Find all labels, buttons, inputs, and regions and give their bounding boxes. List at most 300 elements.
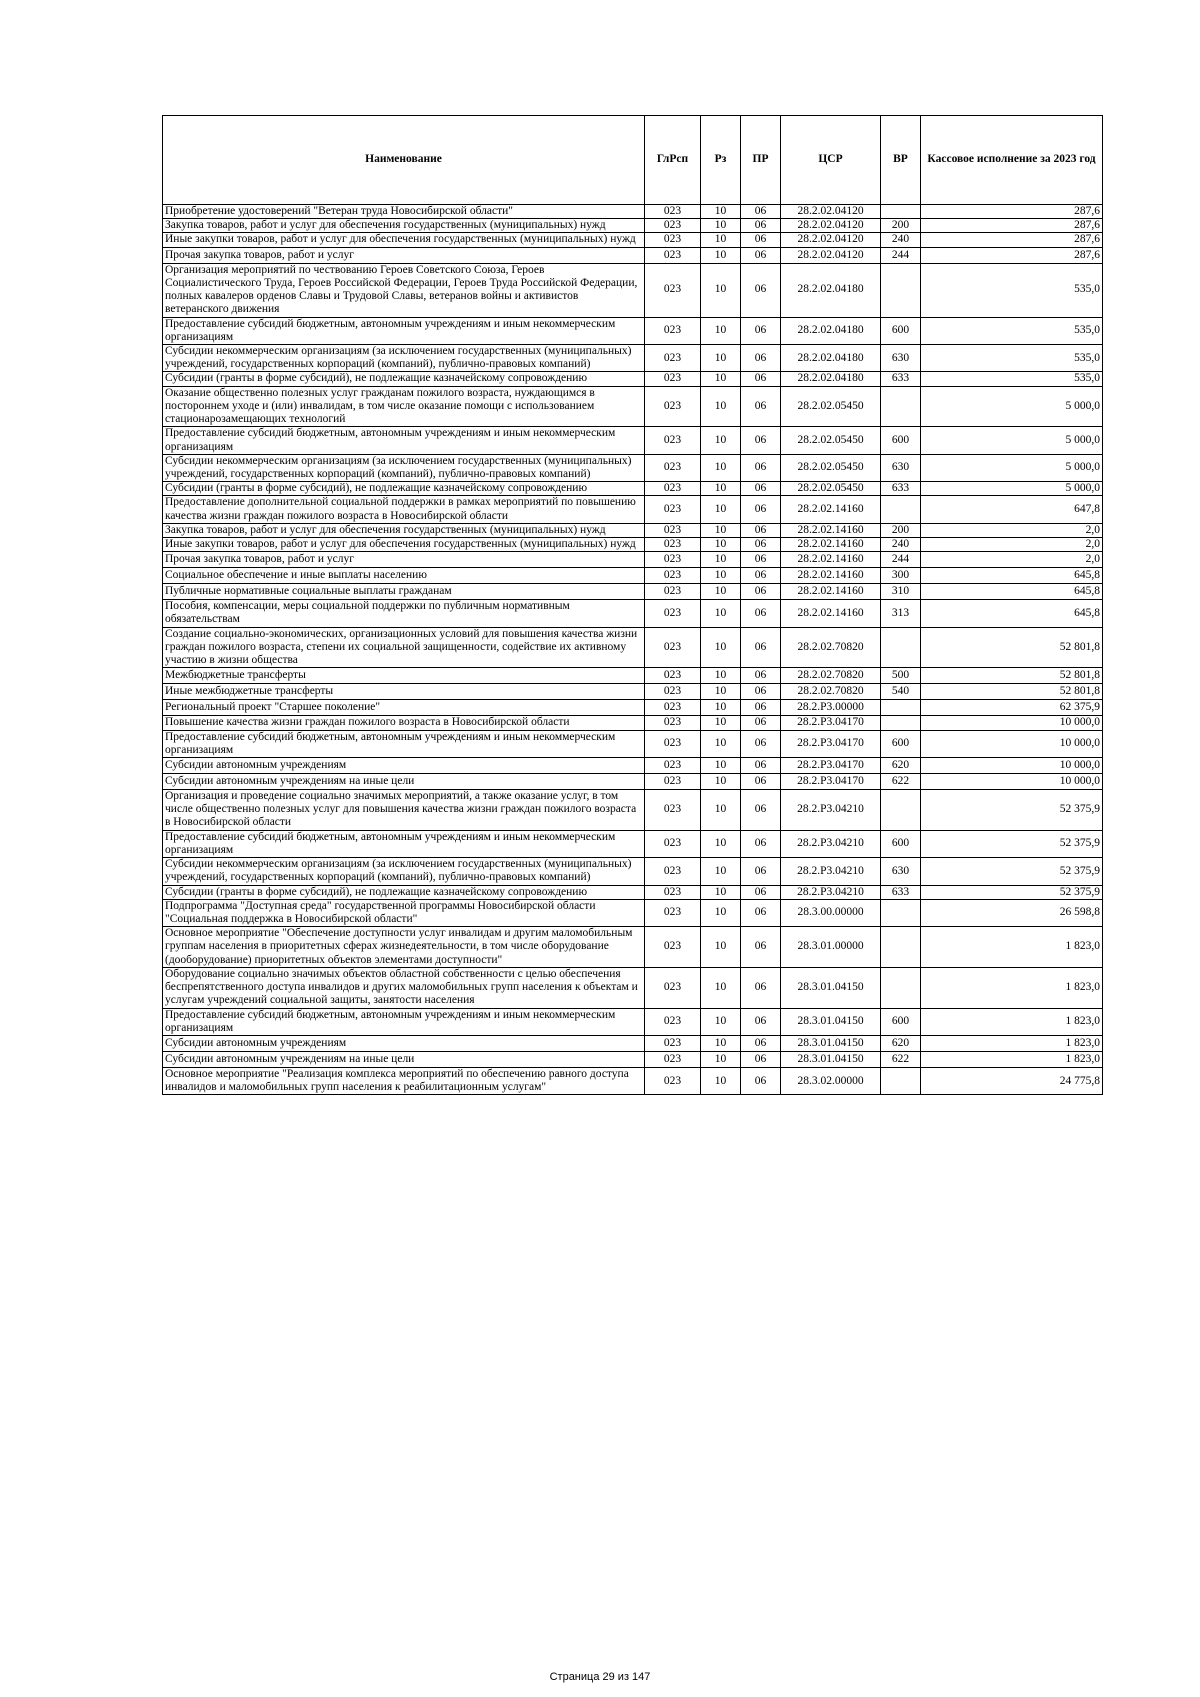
table-row: [163, 1008, 1103, 1035]
header-pr: ПР: [741, 116, 781, 205]
cell-rz: 10: [701, 219, 741, 233]
cell-amount: 287,6: [921, 219, 1103, 233]
cell-amount: 52 801,8: [921, 684, 1103, 700]
cell-rz: 10: [701, 830, 741, 857]
cell-csr: 28.2.02.14160: [781, 584, 881, 600]
cell-glrsp: 023: [645, 344, 701, 371]
table-row: [163, 496, 1103, 523]
cell-name: Субсидии автономным учреждениям: [163, 758, 645, 774]
table-row: [163, 584, 1103, 600]
cell-csr: 28.3.00.00000: [781, 899, 881, 926]
cell-name: Субсидии некоммерческим организациям (за исключением государственных (муниципальных) учреждений, государственных корпораций (компаний), публично-правовых компаний): [163, 454, 645, 481]
cell-pr: 06: [741, 1035, 781, 1051]
cell-rz: 10: [701, 1051, 741, 1067]
cell-vr: 244: [881, 247, 921, 263]
cell-amount: 647,8: [921, 496, 1103, 523]
cell-glrsp: 023: [645, 233, 701, 247]
cell-name: Предоставление субсидий бюджетным, автономным учреждениям и иным некоммерческим организациям: [163, 317, 645, 344]
cell-glrsp: 023: [645, 1008, 701, 1035]
cell-glrsp: 023: [645, 386, 701, 427]
cell-rz: 10: [701, 1067, 741, 1094]
cell-amount: 1 823,0: [921, 927, 1103, 968]
cell-vr: 540: [881, 684, 921, 700]
cell-glrsp: 023: [645, 885, 701, 899]
cell-rz: 10: [701, 496, 741, 523]
cell-pr: 06: [741, 1008, 781, 1035]
cell-amount: 645,8: [921, 568, 1103, 584]
cell-vr: 600: [881, 730, 921, 757]
cell-name: Предоставление субсидий бюджетным, автономным учреждениям и иным некоммерческим организациям: [163, 1008, 645, 1035]
cell-csr: 28.3.01.04150: [781, 1035, 881, 1051]
cell-csr: 28.2.Р3.04210: [781, 830, 881, 857]
cell-csr: 28.2.02.14160: [781, 523, 881, 537]
cell-pr: 06: [741, 858, 781, 885]
cell-name: Иные закупки товаров, работ и услуг для обеспечения государственных (муниципальных) нужд: [163, 233, 645, 247]
cell-pr: 06: [741, 317, 781, 344]
cell-pr: 06: [741, 205, 781, 219]
cell-glrsp: 023: [645, 830, 701, 857]
cell-amount: 287,6: [921, 233, 1103, 247]
cell-pr: 06: [741, 386, 781, 427]
cell-vr: 240: [881, 233, 921, 247]
cell-name: Иные межбюджетные трансферты: [163, 684, 645, 700]
cell-pr: 06: [741, 684, 781, 700]
cell-rz: 10: [701, 627, 741, 668]
cell-csr: 28.2.02.04120: [781, 205, 881, 219]
cell-csr: 28.2.Р3.04170: [781, 716, 881, 730]
cell-name: Приобретение удостоверений "Ветеран труда Новосибирской области": [163, 205, 645, 219]
cell-name: Оказание общественно полезных услуг гражданам пожилого возраста, нуждающимся в постороннем уходе и (или) инвалидам, в том числе оказание помощи с использованием стационарозамещающих технологий: [163, 386, 645, 427]
cell-glrsp: 023: [645, 899, 701, 926]
cell-vr: 300: [881, 568, 921, 584]
cell-amount: 2,0: [921, 538, 1103, 552]
cell-vr: 633: [881, 372, 921, 386]
cell-csr: 28.2.02.14160: [781, 552, 881, 568]
cell-vr: 600: [881, 317, 921, 344]
table-row: [163, 858, 1103, 885]
cell-glrsp: 023: [645, 700, 701, 716]
cell-vr: [881, 967, 921, 1008]
table-row: [163, 552, 1103, 568]
cell-amount: 5 000,0: [921, 427, 1103, 454]
cell-csr: 28.2.02.04180: [781, 263, 881, 317]
cell-rz: 10: [701, 790, 741, 831]
cell-amount: 645,8: [921, 584, 1103, 600]
cell-pr: 06: [741, 830, 781, 857]
cell-vr: 620: [881, 758, 921, 774]
cell-rz: 10: [701, 552, 741, 568]
cell-name: Субсидии (гранты в форме субсидий), не подлежащие казначейскому сопровождению: [163, 482, 645, 496]
cell-glrsp: 023: [645, 219, 701, 233]
cell-vr: 633: [881, 885, 921, 899]
cell-csr: 28.3.02.00000: [781, 1067, 881, 1094]
cell-rz: 10: [701, 885, 741, 899]
header-csr: ЦСР: [781, 116, 881, 205]
cell-vr: 622: [881, 1051, 921, 1067]
cell-amount: 2,0: [921, 552, 1103, 568]
cell-pr: 06: [741, 247, 781, 263]
cell-rz: 10: [701, 233, 741, 247]
cell-pr: 06: [741, 372, 781, 386]
cell-amount: 5 000,0: [921, 482, 1103, 496]
cell-rz: 10: [701, 1035, 741, 1051]
cell-glrsp: 023: [645, 716, 701, 730]
cell-pr: 06: [741, 790, 781, 831]
cell-rz: 10: [701, 317, 741, 344]
cell-glrsp: 023: [645, 600, 701, 627]
cell-amount: 62 375,9: [921, 700, 1103, 716]
cell-pr: 06: [741, 523, 781, 537]
table-row: [163, 317, 1103, 344]
cell-amount: 1 823,0: [921, 1035, 1103, 1051]
cell-rz: 10: [701, 758, 741, 774]
cell-vr: 310: [881, 584, 921, 600]
cell-csr: 28.2.Р3.00000: [781, 700, 881, 716]
budget-table-container: [162, 115, 1102, 1095]
cell-amount: 5 000,0: [921, 386, 1103, 427]
cell-csr: 28.2.Р3.04210: [781, 885, 881, 899]
cell-glrsp: 023: [645, 927, 701, 968]
cell-csr: 28.2.02.04180: [781, 372, 881, 386]
cell-name: Пособия, компенсации, меры социальной поддержки по публичным нормативным обязательствам: [163, 600, 645, 627]
cell-csr: 28.2.02.70820: [781, 627, 881, 668]
cell-pr: 06: [741, 668, 781, 684]
cell-glrsp: 023: [645, 454, 701, 481]
cell-rz: 10: [701, 372, 741, 386]
cell-csr: 28.2.02.70820: [781, 684, 881, 700]
cell-pr: 06: [741, 496, 781, 523]
table-row: [163, 627, 1103, 668]
cell-amount: 52 375,9: [921, 830, 1103, 857]
cell-csr: 28.3.01.04150: [781, 967, 881, 1008]
cell-rz: 10: [701, 899, 741, 926]
cell-name: Основное мероприятие "Обеспечение доступности услуг инвалидам и другим маломобильным группам населения в приоритетных сферах жизнедеятельности, в том числе оборудование (дооборудование) приоритетных объектов элементами доступности": [163, 927, 645, 968]
cell-amount: 52 375,9: [921, 858, 1103, 885]
cell-name: Социальное обеспечение и иные выплаты населению: [163, 568, 645, 584]
cell-csr: 28.2.Р3.04170: [781, 774, 881, 790]
header-vr: ВР: [881, 116, 921, 205]
cell-pr: 06: [741, 600, 781, 627]
cell-vr: 600: [881, 830, 921, 857]
cell-vr: [881, 1067, 921, 1094]
cell-rz: 10: [701, 482, 741, 496]
cell-amount: 52 375,9: [921, 790, 1103, 831]
table-row: [163, 386, 1103, 427]
cell-pr: 06: [741, 758, 781, 774]
cell-csr: 28.2.02.04180: [781, 344, 881, 371]
cell-vr: [881, 386, 921, 427]
cell-rz: 10: [701, 584, 741, 600]
cell-amount: 535,0: [921, 372, 1103, 386]
cell-glrsp: 023: [645, 317, 701, 344]
cell-vr: [881, 700, 921, 716]
cell-name: Субсидии (гранты в форме субсидий), не подлежащие казначейскому сопровождению: [163, 885, 645, 899]
cell-name: Предоставление субсидий бюджетным, автономным учреждениям и иным некоммерческим организациям: [163, 830, 645, 857]
cell-pr: 06: [741, 899, 781, 926]
cell-vr: 622: [881, 774, 921, 790]
table-row: [163, 790, 1103, 831]
cell-glrsp: 023: [645, 774, 701, 790]
cell-rz: 10: [701, 538, 741, 552]
table-row: [163, 568, 1103, 584]
cell-name: Повышение качества жизни граждан пожилого возраста в Новосибирской области: [163, 716, 645, 730]
cell-name: Закупка товаров, работ и услуг для обеспечения государственных (муниципальных) нужд: [163, 523, 645, 537]
cell-amount: 52 801,8: [921, 627, 1103, 668]
cell-amount: 10 000,0: [921, 730, 1103, 757]
table-row: [163, 600, 1103, 627]
cell-name: Региональный проект "Старшее поколение": [163, 700, 645, 716]
cell-glrsp: 023: [645, 568, 701, 584]
cell-glrsp: 023: [645, 858, 701, 885]
cell-rz: 10: [701, 668, 741, 684]
cell-pr: 06: [741, 967, 781, 1008]
cell-vr: 630: [881, 858, 921, 885]
cell-vr: 200: [881, 523, 921, 537]
cell-glrsp: 023: [645, 263, 701, 317]
cell-csr: 28.2.02.05450: [781, 386, 881, 427]
cell-pr: 06: [741, 1067, 781, 1094]
cell-glrsp: 023: [645, 758, 701, 774]
cell-csr: 28.3.01.04150: [781, 1051, 881, 1067]
table-row: [163, 899, 1103, 926]
cell-glrsp: 023: [645, 523, 701, 537]
cell-amount: 287,6: [921, 205, 1103, 219]
budget-execution-table: [162, 115, 1103, 1095]
cell-amount: 5 000,0: [921, 454, 1103, 481]
table-row: [163, 482, 1103, 496]
cell-csr: 28.2.02.04120: [781, 233, 881, 247]
cell-csr: 28.2.Р3.04210: [781, 858, 881, 885]
cell-csr: 28.2.Р3.04170: [781, 730, 881, 757]
cell-vr: [881, 496, 921, 523]
table-row: [163, 885, 1103, 899]
cell-pr: 06: [741, 568, 781, 584]
cell-vr: 633: [881, 482, 921, 496]
cell-pr: 06: [741, 263, 781, 317]
cell-rz: 10: [701, 684, 741, 700]
cell-csr: 28.2.02.70820: [781, 668, 881, 684]
cell-glrsp: 023: [645, 247, 701, 263]
cell-name: Основное мероприятие "Реализация комплекса мероприятий по обеспечению равного доступа инвалидов и маломобильных групп населения к реабилитационным услугам": [163, 1067, 645, 1094]
cell-name: Прочая закупка товаров, работ и услуг: [163, 247, 645, 263]
cell-pr: 06: [741, 427, 781, 454]
cell-csr: 28.2.02.05450: [781, 454, 881, 481]
table-row: [163, 758, 1103, 774]
header-rz: Рз: [701, 116, 741, 205]
cell-name: Предоставление субсидий бюджетным, автономным учреждениям и иным некоммерческим организациям: [163, 427, 645, 454]
table-row: [163, 454, 1103, 481]
cell-rz: 10: [701, 967, 741, 1008]
cell-amount: 535,0: [921, 317, 1103, 344]
cell-rz: 10: [701, 927, 741, 968]
cell-amount: 10 000,0: [921, 758, 1103, 774]
cell-pr: 06: [741, 774, 781, 790]
table-row: [163, 927, 1103, 968]
cell-csr: 28.3.01.04150: [781, 1008, 881, 1035]
cell-glrsp: 023: [645, 730, 701, 757]
cell-rz: 10: [701, 1008, 741, 1035]
cell-pr: 06: [741, 885, 781, 899]
cell-name: Субсидии автономным учреждениям: [163, 1035, 645, 1051]
cell-glrsp: 023: [645, 482, 701, 496]
cell-vr: 313: [881, 600, 921, 627]
table-row: [163, 427, 1103, 454]
table-row: [163, 716, 1103, 730]
cell-csr: 28.3.01.00000: [781, 927, 881, 968]
table-row: [163, 684, 1103, 700]
cell-pr: 06: [741, 1051, 781, 1067]
cell-vr: 244: [881, 552, 921, 568]
cell-rz: 10: [701, 454, 741, 481]
cell-csr: 28.2.02.14160: [781, 568, 881, 584]
cell-name: Организация и проведение социально значимых мероприятий, а также оказание услуг, в том числе общественно полезных услуг для повышения качества жизни граждан пожилого возраста в Новосибирской области: [163, 790, 645, 831]
table-row: [163, 967, 1103, 1008]
cell-vr: 240: [881, 538, 921, 552]
cell-csr: 28.2.Р3.04170: [781, 758, 881, 774]
cell-name: Субсидии автономным учреждениям на иные цели: [163, 774, 645, 790]
cell-name: Предоставление субсидий бюджетным, автономным учреждениям и иным некоммерческим организациям: [163, 730, 645, 757]
cell-csr: 28.2.02.14160: [781, 538, 881, 552]
header-glrsp: ГлРсп: [645, 116, 701, 205]
table-row: [163, 344, 1103, 371]
cell-rz: 10: [701, 568, 741, 584]
header-name: Наименование: [163, 116, 645, 205]
cell-rz: 10: [701, 523, 741, 537]
cell-csr: 28.2.02.05450: [781, 427, 881, 454]
cell-pr: 06: [741, 219, 781, 233]
cell-glrsp: 023: [645, 1051, 701, 1067]
table-row: [163, 700, 1103, 716]
cell-pr: 06: [741, 700, 781, 716]
cell-name: Оборудование социально значимых объектов областной собственности с целью обеспечения беспрепятственного доступа инвалидов и других маломобильных групп населения к объектам и услугам учреждений социальной защиты, занятости населения: [163, 967, 645, 1008]
table-row: [163, 523, 1103, 537]
cell-pr: 06: [741, 454, 781, 481]
cell-name: Субсидии некоммерческим организациям (за исключением государственных (муниципальных) учреждений, государственных корпораций (компаний), публично-правовых компаний): [163, 344, 645, 371]
cell-glrsp: 023: [645, 967, 701, 1008]
cell-amount: 287,6: [921, 247, 1103, 263]
table-row: [163, 233, 1103, 247]
cell-name: Организация мероприятий по чествованию Героев Советского Союза, Героев Социалистического Труда, Героев Российской Федерации, Героев Труда Российской Федерации, полных кавалеров орденов Славы и Трудовой Славы, ветеранов войны и активистов ветеранского движения: [163, 263, 645, 317]
cell-glrsp: 023: [645, 538, 701, 552]
table-header-row: [163, 116, 1103, 205]
table-row: [163, 247, 1103, 263]
cell-amount: 10 000,0: [921, 774, 1103, 790]
cell-name: Создание социально-экономических, организационных условий для повышения качества жизни граждан пожилого возраста, степени их социальной защищенности, содействие их активному участию в жизни общества: [163, 627, 645, 668]
cell-vr: 500: [881, 668, 921, 684]
cell-csr: 28.2.02.05450: [781, 482, 881, 496]
cell-amount: 535,0: [921, 263, 1103, 317]
cell-glrsp: 023: [645, 684, 701, 700]
cell-glrsp: 023: [645, 372, 701, 386]
cell-vr: [881, 263, 921, 317]
cell-csr: 28.2.02.04120: [781, 219, 881, 233]
table-row: [163, 1035, 1103, 1051]
cell-rz: 10: [701, 263, 741, 317]
cell-glrsp: 023: [645, 584, 701, 600]
cell-pr: 06: [741, 233, 781, 247]
cell-amount: 10 000,0: [921, 716, 1103, 730]
cell-name: Субсидии автономным учреждениям на иные цели: [163, 1051, 645, 1067]
cell-amount: 535,0: [921, 344, 1103, 371]
cell-amount: 1 823,0: [921, 967, 1103, 1008]
cell-glrsp: 023: [645, 496, 701, 523]
cell-csr: 28.2.Р3.04210: [781, 790, 881, 831]
cell-csr: 28.2.02.14160: [781, 496, 881, 523]
cell-pr: 06: [741, 584, 781, 600]
cell-name: Прочая закупка товаров, работ и услуг: [163, 552, 645, 568]
cell-vr: 630: [881, 454, 921, 481]
cell-vr: 620: [881, 1035, 921, 1051]
cell-rz: 10: [701, 774, 741, 790]
cell-name: Публичные нормативные социальные выплаты гражданам: [163, 584, 645, 600]
table-row: [163, 730, 1103, 757]
cell-name: Субсидии (гранты в форме субсидий), не подлежащие казначейскому сопровождению: [163, 372, 645, 386]
cell-glrsp: 023: [645, 1035, 701, 1051]
table-body: [163, 205, 1103, 1095]
cell-amount: 24 775,8: [921, 1067, 1103, 1094]
cell-name: Закупка товаров, работ и услуг для обеспечения государственных (муниципальных) нужд: [163, 219, 645, 233]
cell-pr: 06: [741, 716, 781, 730]
cell-pr: 06: [741, 927, 781, 968]
cell-glrsp: 023: [645, 552, 701, 568]
table-row: [163, 205, 1103, 219]
table-row: [163, 263, 1103, 317]
cell-glrsp: 023: [645, 205, 701, 219]
cell-pr: 06: [741, 627, 781, 668]
table-row: [163, 830, 1103, 857]
cell-glrsp: 023: [645, 627, 701, 668]
cell-csr: 28.2.02.04180: [781, 317, 881, 344]
cell-name: Иные закупки товаров, работ и услуг для обеспечения государственных (муниципальных) нужд: [163, 538, 645, 552]
table-row: [163, 1051, 1103, 1067]
cell-glrsp: 023: [645, 427, 701, 454]
cell-vr: [881, 627, 921, 668]
table-row: [163, 538, 1103, 552]
cell-glrsp: 023: [645, 790, 701, 831]
cell-glrsp: 023: [645, 668, 701, 684]
cell-pr: 06: [741, 344, 781, 371]
cell-name: Межбюджетные трансферты: [163, 668, 645, 684]
table-row: [163, 372, 1103, 386]
cell-amount: 52 801,8: [921, 668, 1103, 684]
cell-pr: 06: [741, 538, 781, 552]
cell-rz: 10: [701, 344, 741, 371]
cell-name: Субсидии некоммерческим организациям (за исключением государственных (муниципальных) учреждений, государственных корпораций (компаний), публично-правовых компаний): [163, 858, 645, 885]
cell-name: Предоставление дополнительной социальной поддержки в рамках мероприятий по повышению качества жизни граждан пожилого возраста в Новосибирской области: [163, 496, 645, 523]
cell-vr: [881, 790, 921, 831]
cell-vr: [881, 927, 921, 968]
cell-vr: 600: [881, 427, 921, 454]
cell-pr: 06: [741, 730, 781, 757]
cell-vr: 200: [881, 219, 921, 233]
table-row: [163, 774, 1103, 790]
cell-pr: 06: [741, 552, 781, 568]
cell-amount: 1 823,0: [921, 1008, 1103, 1035]
cell-amount: 2,0: [921, 523, 1103, 537]
cell-glrsp: 023: [645, 1067, 701, 1094]
table-row: [163, 1067, 1103, 1094]
cell-pr: 06: [741, 482, 781, 496]
cell-rz: 10: [701, 858, 741, 885]
cell-vr: [881, 899, 921, 926]
cell-vr: 630: [881, 344, 921, 371]
cell-amount: 645,8: [921, 600, 1103, 627]
table-row: [163, 668, 1103, 684]
table-row: [163, 219, 1103, 233]
cell-rz: 10: [701, 700, 741, 716]
cell-rz: 10: [701, 247, 741, 263]
page-number: Страница 29 из 147: [549, 1671, 651, 1683]
